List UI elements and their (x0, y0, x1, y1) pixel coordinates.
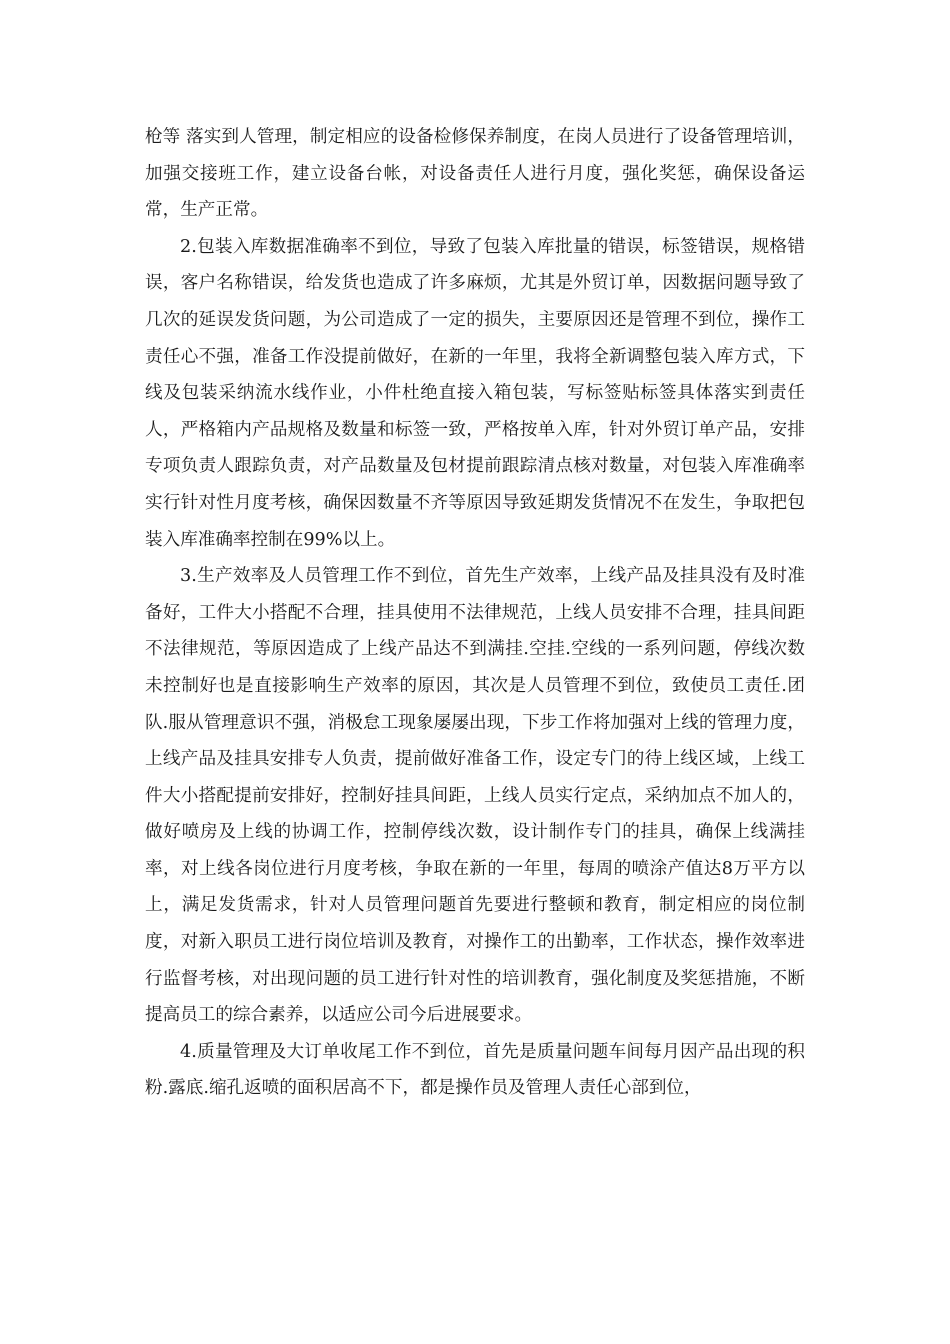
paragraph-quality-management: 4.质量管理及大订单收尾工作不到位，首先是质量问题车间每月因产品出现的积粉.露底.缩孔返喷的面积居高不下，都是操作员及管理人责任心部到位， (145, 1041, 805, 1099)
paragraph-production-efficiency: 3.生产效率及人员管理工作不到位，首先生产效率，上线产品及挂具没有及时准备好，工件大小搭配不合理，挂具使用不法律规范，上线人员安排不合理，挂具间距不法律规范，等原因造成了上线产品达不到满挂.空挂.空线的一系列问题，停线次数未控制好也是直接影响生产效率的原因，其次是人员管理不到位，致使员工责任.团队.服从管理意识不强，消极怠工现象屡屡出现，下步工作将加强对上线的管理力度，上线产品及挂具安排专人负责，提前做好准备工作，设定专门的待上线区域，上线工件大小搭配提前安排好，控制好挂具间距，上线人员实行定点，采纳加点不加人的，做好喷房及上线的协调工作，控制停线次数，设计制作专门的挂具，确保上线满挂率，对上线各岗位进行月度考核，争取在新的一年里，每周的喷涂产值达8万平方以上，满足发货需求，针对人员管理问题首先要进行整顿和教育，制定相应的岗位制度，对新入职员工进行岗位培训及教育，对操作工的出勤率，工作状态，操作效率进行监督考核，对出现问题的员工进行针对性的培训教育，强化制度及奖惩措施，不断提高员工的综合素养，以适应公司今后进展要求。 (145, 566, 805, 1026)
document-body (145, 119, 805, 1107)
paragraph-equipment-management: 枪等 落实到人管理，制定相应的设备检修保养制度，在岗人员进行了设备管理培训，加强交接班工作，建立设备台帐，对设备责任人进行月度，强化奖惩，确保设备运常，生产正常。 (145, 127, 805, 221)
paragraph-packaging-accuracy: 2.包装入库数据准确率不到位，导致了包装入库批量的错误，标签错误，规格错误，客户名称错误，给发货也造成了许多麻烦，尤其是外贸订单，因数据问题导致了几次的延误发货问题，为公司造成了一定的损失，主要原因还是管理不到位，操作工责任心不强，准备工作没提前做好，在新的一年里，我将全新调整包装入库方式，下线及包装采纳流水线作业，小件杜绝直接入箱包装，写标签贴标签具体落实到责任人，严格箱内产品规格及数量和标签一致，严格按单入库，针对外贸订单产品，安排专项负责人跟踪负责，对产品数量及包材提前跟踪清点核对数量，对包装入库准确率实行针对性月度考核，确保因数量不齐等原因导致延期发货情况不在发生，争取把包装入库准确率控制在99%以上。 (145, 236, 805, 550)
